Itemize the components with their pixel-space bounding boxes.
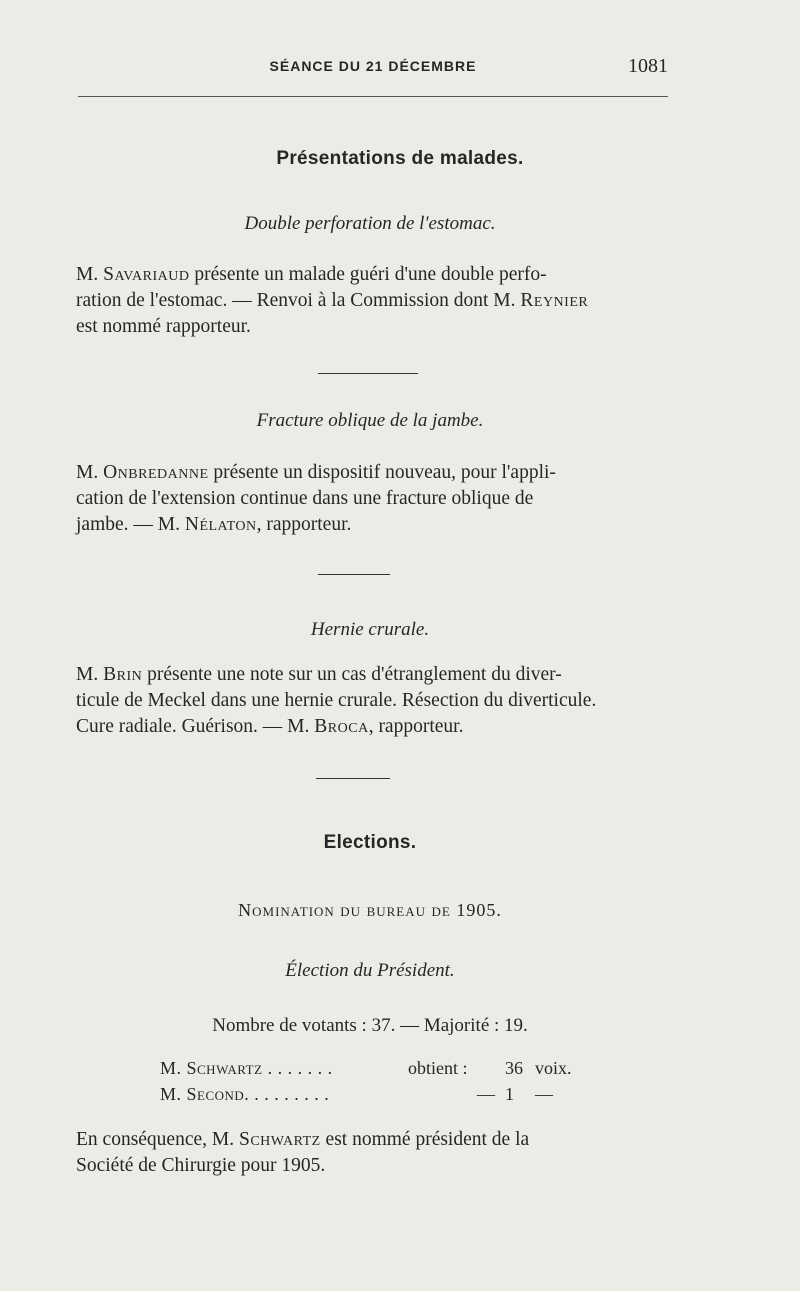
page-number: 1081 xyxy=(628,55,668,77)
vote-row-schwartz xyxy=(160,1058,590,1084)
author-name: Nélaton xyxy=(184,514,257,535)
section-title-elections: Elections. xyxy=(323,832,417,853)
vote-verb: obtient : xyxy=(408,1058,468,1078)
section-title-presentations: Présentations de malades. xyxy=(276,148,524,169)
author-name: Onbredanne xyxy=(103,462,209,483)
vote-row-second xyxy=(160,1084,590,1110)
subtitle-election-president: Élection du Président. xyxy=(285,960,455,981)
para-line: ticule de Meckel dans une hernie crurale. Résection du diverticule. xyxy=(76,690,597,711)
running-head: SÉANCE DU 21 DÉCEMBRE xyxy=(269,58,477,74)
candidate-name: M. Schwartz . . . . . . . xyxy=(160,1058,333,1078)
author-name: Brin xyxy=(103,664,143,685)
candidate-name: M. Second. . . . . . . . . xyxy=(160,1084,330,1104)
vote-count: 36 xyxy=(505,1058,523,1078)
para-line: ration de l'estomac. — Renvoi à la Commission dont M. Reynier xyxy=(76,290,589,311)
paragraph-double-perforation xyxy=(76,262,666,340)
para-line: cation de l'extension continue dans une fracture oblique de xyxy=(76,488,534,509)
vote-ditto: — xyxy=(477,1084,495,1104)
para-line: est nommé rapporteur. xyxy=(76,316,251,337)
para-line: M. Brin présente une note sur un cas d'étranglement du diver- xyxy=(76,664,562,685)
para-line: En conséquence, M. Schwartz est nommé président de la xyxy=(76,1129,530,1150)
page-header xyxy=(78,55,668,84)
section-divider xyxy=(316,778,390,779)
paragraph-conclusion xyxy=(76,1127,666,1179)
para-line: M. Savariaud présente un malade guéri d'une double perfo- xyxy=(76,264,547,285)
vote-unit: — xyxy=(535,1084,553,1104)
paragraph-hernie-crurale xyxy=(76,662,666,740)
vote-count: 1 xyxy=(505,1084,514,1104)
section-divider xyxy=(318,373,418,374)
para-line: M. Onbredanne présente un dispositif nouveau, pour l'appli- xyxy=(76,462,556,483)
subtitle-hernie-crurale: Hernie crurale. xyxy=(310,619,430,640)
para-line: jambe. — M. Nélaton, rapporteur. xyxy=(76,514,352,535)
para-line: Cure radiale. Guérison. — M. Broca, rapporteur. xyxy=(76,716,464,737)
nomination-heading: Nomination du bureau de 1905. xyxy=(238,900,502,920)
author-name: Savariaud xyxy=(103,264,190,285)
author-name: Reynier xyxy=(520,290,589,311)
author-name: Schwartz xyxy=(239,1129,321,1150)
paragraph-fracture-oblique xyxy=(76,460,666,538)
subtitle-double-perforation: Double perforation de l'estomac. xyxy=(244,213,496,234)
voting-stats: Nombre de votants : 37. — Majorité : 19. xyxy=(212,1015,528,1036)
vote-unit: voix. xyxy=(535,1058,572,1078)
header-rule xyxy=(78,96,668,97)
subtitle-fracture-oblique: Fracture oblique de la jambe. xyxy=(256,410,484,431)
author-name: Broca xyxy=(314,716,369,737)
para-line: Société de Chirurgie pour 1905. xyxy=(76,1155,326,1176)
section-divider xyxy=(318,574,390,575)
